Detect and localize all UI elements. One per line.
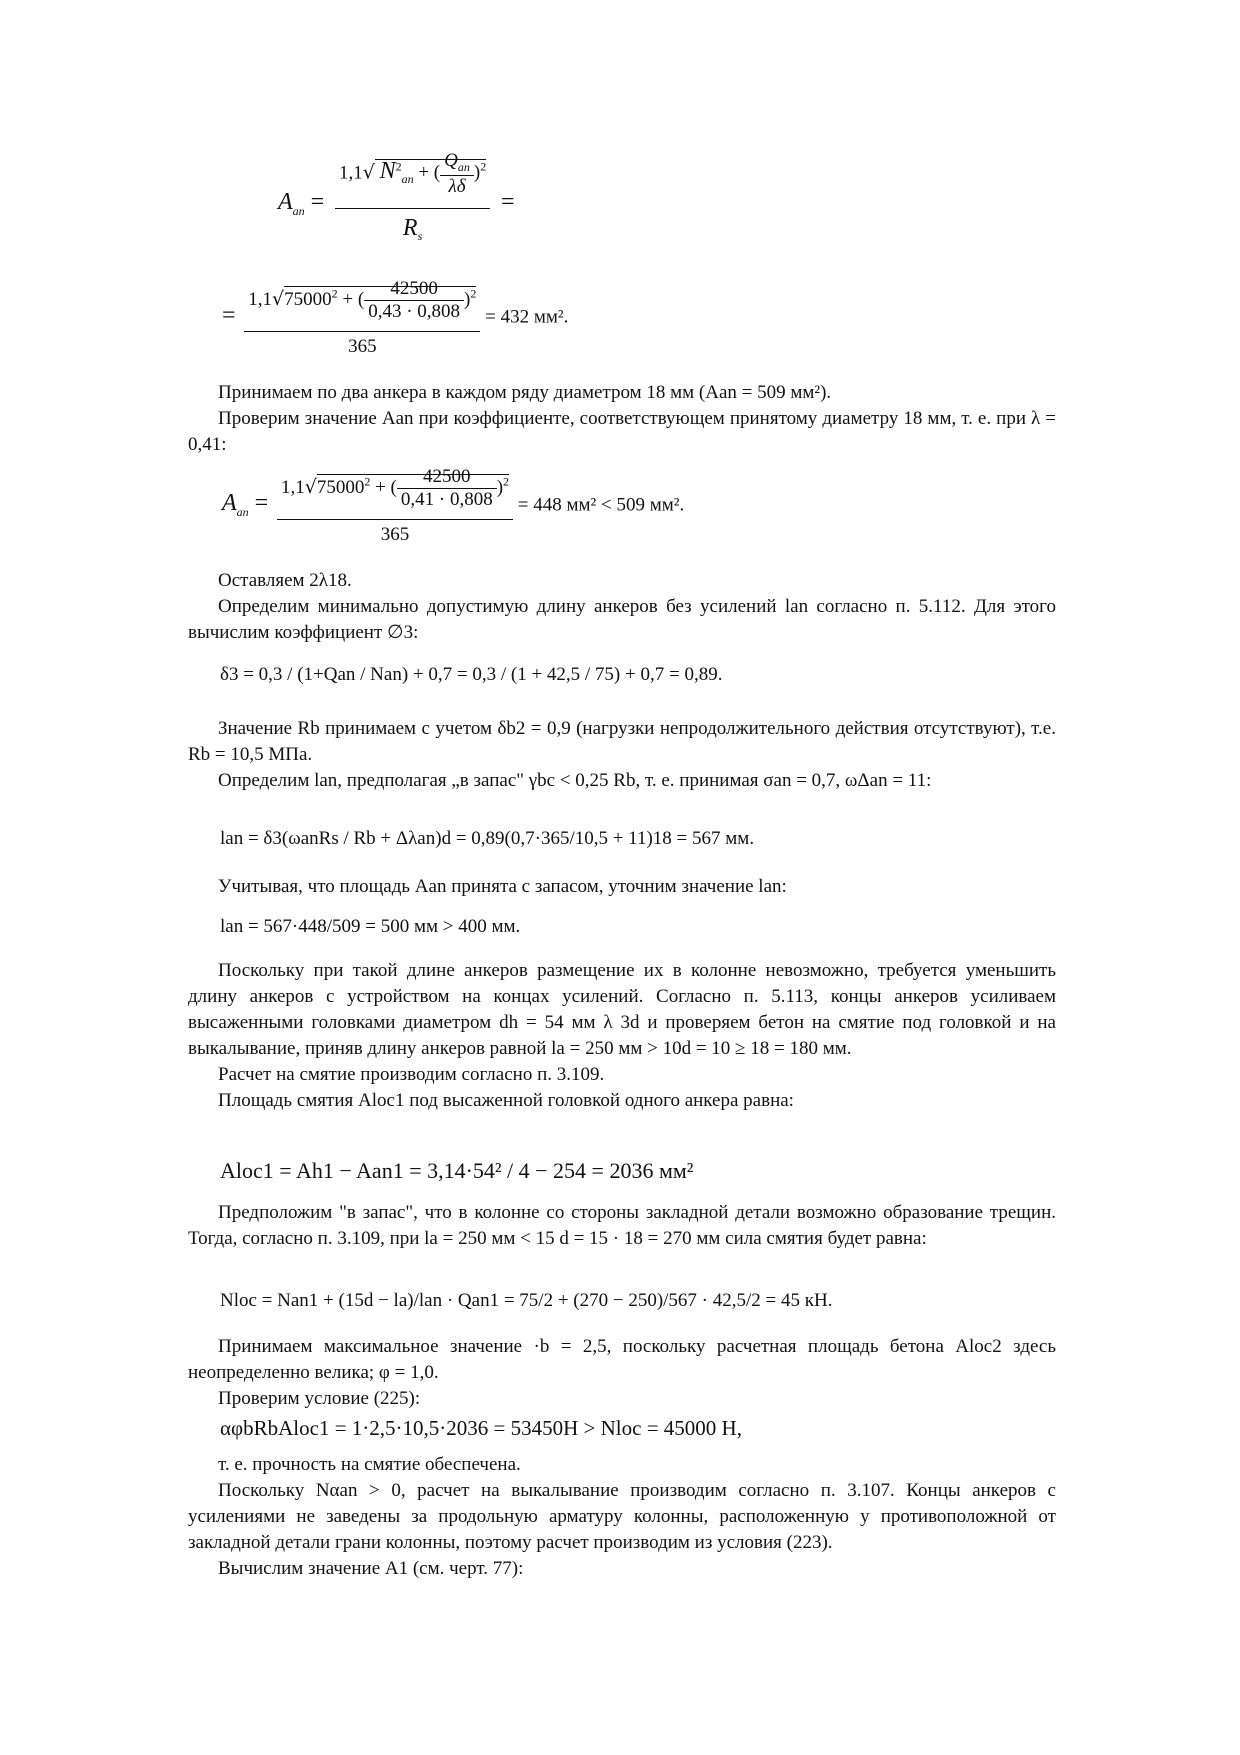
paragraph-2: Проверим значение Aan при коэффициенте, соответствующем принятому диаметру 18 мм, т. е. при λ = 0,41:: [188, 408, 1056, 455]
formula-2-denominator: 365: [348, 336, 377, 357]
paragraph-5: Значение Rb принимаем с учетом δb2 = 0,9 (нагрузки непродолжительного действия отсутствуют), т.е. Rb = 10,5 МПа.: [188, 718, 1056, 765]
formula-a-an-general: $A_{an}$ = 1,1√ $N^2_{an}$ + ( $\frac{Q_{an}}{\lambda\delta}$ )$^2$ $R_s$ =: [278, 150, 515, 243]
paragraph-16: Вычислим значение A1 (см. черт. 77):: [218, 1558, 524, 1579]
paragraph-1: Принимаем по два анкера в каждом ряду диаметром 18 мм (Aan = 509 мм²).: [218, 382, 832, 403]
formula-8: Nloc = Nan1 + (15d − la)/lan · Qan1 = 75/2 + (270 − 250)/567 · 42,5/2 = 45 кН.: [220, 1290, 833, 1311]
formula-3-denominator: 365: [380, 524, 410, 545]
paragraph-15: Поскольку Nαan > 0, расчет на выкалывание производим согласно п. 3.107. Концы анкеров с усилениями не заведены за продольную арматуру колонны, расположенную у противоположной от закладной детали грани колонны, поэтому расчет производим из условия (223).: [188, 1480, 1056, 1553]
paragraph-11: Предположим "в запас", что в колонне со стороны закладной детали возможно образование трещин. Тогда, согласно п. 3.109, при la = 250 мм < 15 d = 15 · 18 = 270 мм сила смятия будет равна:: [188, 1202, 1056, 1249]
formula-a-an-calc: = $1,1√75000^2$ + ( $\frac{42500}{0,43 \cdot 0,808}$ )$^2$ 365 = 432 мм².: [222, 278, 569, 357]
paragraph-4: Определим минимально допустимую длину анкеров без усилений lan согласно п. 5.112. Для этого вычислим коэффициент ∅3:: [188, 596, 1056, 643]
paragraph-13: Проверим условие (225):: [218, 1388, 421, 1409]
paragraph-12: Принимаем максимальное значение ·b = 2,5, поскольку расчетная площадь бетона Aloc2 здесь неопределенно велика; φ = 1,0.: [188, 1336, 1056, 1383]
formula-6: lan = 567·448/509 = 500 мм > 400 мм.: [220, 916, 521, 937]
formula-9: αφbRbAloc1 = 1·2,5·10,5·2036 = 53450Н > Nloc = 45000 Н,: [220, 1416, 742, 1440]
formula-5: lan = δ3(ωanRs / Rb + Δλan)d = 0,89(0,7·365/10,5 + 11)18 = 567 мм.: [220, 828, 755, 849]
paragraph-9: Расчет на смятие производим согласно п. 3.109.: [218, 1064, 605, 1085]
paragraph-14: т. е. прочность на смятие обеспечена.: [218, 1454, 521, 1475]
paragraph-3: Оставляем 2λ18.: [218, 570, 352, 591]
formula-7: Aloc1 = Ah1 − Aan1 = 3,14·54² / 4 − 254 = 2036 мм²: [220, 1158, 694, 1183]
formula-a-an-check: $A_{an}$ = $1,1√75000^2$ + ( $\frac{42500}{0,41 \cdot 0,808}$ )$^2$ 365 = 448 мм² < 509 мм².: [222, 466, 685, 545]
paragraph-7: Учитывая, что площадь Aan принята с запасом, уточним значение lan:: [218, 876, 787, 897]
formula-4: δ3 = 0,3 / (1+Qan / Nan) + 0,7 = 0,3 / (1 + 42,5 / 75) + 0,7 = 0,89.: [220, 664, 723, 685]
paragraph-8: Поскольку при такой длине анкеров размещение их в колонне невозможно, требуется уменьшить длину анкеров с устройством на концах усилений. Согласно п. 5.113, концы анкеров усиливаем высаженными головками диаметром dh = 54 мм λ 3d и проверяем бетон на смятие под головкой и на выкалывание, приняв длину анкеров равной la = 250 мм > 10d = 10 ≥ 18 = 180 мм.: [188, 960, 1056, 1059]
formula-3-result: = 448 мм² < 509 мм².: [517, 494, 685, 516]
formula-2-result: = 432 мм².: [485, 306, 569, 328]
paragraph-10: Площадь смятия Aloc1 под высаженной головкой одного анкера равна:: [218, 1090, 794, 1111]
paragraph-6: Определим lan, предполагая „в запас" γbc < 0,25 Rb, т. е. принимая σan = 0,7, ωΔan = 11:: [218, 770, 932, 791]
